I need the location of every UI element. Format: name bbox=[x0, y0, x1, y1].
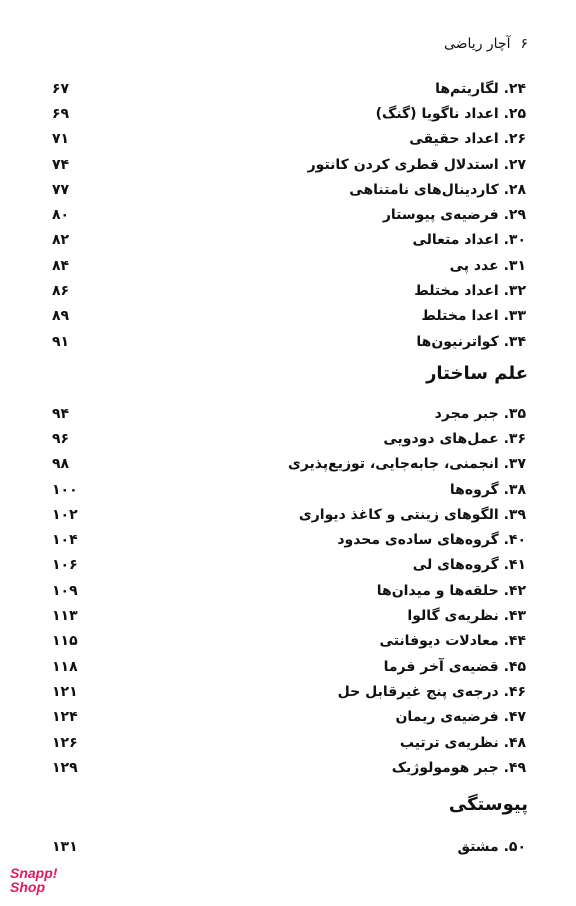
toc-entry-page: ۱۲۴ bbox=[52, 709, 78, 726]
toc-entry-page: ۸۲ bbox=[52, 232, 70, 249]
toc-list-numbers bbox=[52, 76, 526, 354]
toc-entry-title: ۲۵. اعداد ناگویا (گنگ) bbox=[375, 105, 526, 122]
toc-entry-page: ۱۰۶ bbox=[52, 557, 78, 574]
toc-entry-title: ۴۱. گروه‌های لی bbox=[412, 557, 526, 574]
logo-line-1: Snapp! bbox=[10, 865, 58, 881]
toc-entry-page: ۶۹ bbox=[52, 105, 70, 122]
toc-entry-page: ۱۱۵ bbox=[52, 633, 78, 650]
toc-entry-title: ۳۷. انجمنی، جابه‌جایی، توزیع‌پذیری bbox=[288, 456, 526, 473]
toc-entry bbox=[52, 401, 526, 426]
toc-entry-page: ۶۷ bbox=[52, 80, 70, 97]
toc-entry bbox=[52, 654, 526, 679]
header-page-number: ۶ bbox=[520, 36, 528, 52]
toc-entry bbox=[52, 228, 526, 253]
toc-entry bbox=[52, 329, 526, 354]
toc-entry-title: ۴۳. نظریه‌ی گالوا bbox=[407, 608, 526, 625]
toc-entry bbox=[52, 177, 526, 202]
header-book-title: آچار ریاضی bbox=[443, 36, 511, 52]
toc-entry-page: ۱۲۹ bbox=[52, 759, 78, 776]
toc-entry-title: ۳۵. جبر مجرد bbox=[434, 405, 526, 422]
toc-entry bbox=[52, 603, 526, 628]
toc-entry-title: ۴۷. فرضیه‌ی ریمان bbox=[395, 709, 526, 726]
toc-entry-title: ۳۸. گروه‌ها bbox=[449, 481, 526, 498]
toc-entry-page: ۷۴ bbox=[52, 156, 70, 173]
toc-entry-title: ۲۴. لگاریتم‌ها bbox=[435, 80, 526, 97]
toc-entry-page: ۸۹ bbox=[52, 308, 70, 325]
toc-entry-page: ۹۶ bbox=[52, 430, 70, 447]
toc-entry bbox=[52, 304, 526, 329]
toc-entry bbox=[52, 679, 526, 704]
toc-entry-page: ۱۰۲ bbox=[52, 506, 78, 523]
toc-entry-title: ۳۰. اعداد متعالی bbox=[412, 232, 526, 249]
toc-entry-title: ۳۶. عمل‌های دودویی bbox=[383, 430, 526, 447]
toc-entry-page: ۸۶ bbox=[52, 283, 70, 300]
toc-entry bbox=[52, 730, 526, 755]
snappshop-watermark-logo bbox=[10, 866, 57, 894]
toc-entry-title: ۳۳. اعدا مختلط bbox=[421, 308, 526, 325]
toc-entry bbox=[52, 578, 526, 603]
toc-entry bbox=[52, 127, 526, 152]
toc-entry-title: ۴۰. گروه‌های ساده‌ی محدود bbox=[337, 532, 526, 549]
toc-entry bbox=[52, 253, 526, 278]
toc-entry-title: ۲۹. فرضیه‌ی پیوستار bbox=[382, 207, 526, 224]
toc-entry bbox=[52, 477, 526, 502]
toc-entry-title: ۴۹. جبر هومولوژیک bbox=[391, 759, 526, 776]
toc-entry-page: ۹۴ bbox=[52, 405, 70, 422]
toc-entry-page: ۹۸ bbox=[52, 456, 70, 473]
toc-entry bbox=[52, 527, 526, 552]
toc-entry-page: ۱۱۳ bbox=[52, 608, 78, 625]
toc-entry-page: ۱۳۱ bbox=[52, 838, 78, 855]
section-heading-continuity: پیوستگی bbox=[448, 794, 528, 815]
toc-entry bbox=[52, 152, 526, 177]
toc-entry-page: ۷۱ bbox=[52, 131, 70, 148]
toc-entry-page: ۱۲۱ bbox=[52, 683, 78, 700]
toc-entry-title: ۲۶. اعداد حقیقی bbox=[409, 131, 526, 148]
toc-entry bbox=[52, 452, 526, 477]
toc-entry-title: ۴۸. نظریه‌ی ترتیب bbox=[399, 734, 526, 751]
toc-entry bbox=[52, 76, 526, 101]
toc-entry-page: ۱۲۶ bbox=[52, 734, 78, 751]
toc-entry bbox=[52, 426, 526, 451]
toc-entry-title: ۵۰. مشتق bbox=[457, 838, 526, 855]
toc-entry-page: ۸۴ bbox=[52, 257, 70, 274]
running-header bbox=[444, 36, 528, 52]
toc-entry bbox=[52, 834, 526, 859]
toc-entry-page: ۱۱۸ bbox=[52, 658, 78, 675]
toc-entry bbox=[52, 278, 526, 303]
toc-entry bbox=[52, 101, 526, 126]
toc-entry-title: ۲۷. استدلال قطری کردن کانتور bbox=[307, 156, 526, 173]
toc-entry-page: ۹۱ bbox=[52, 333, 70, 350]
toc-entry-title: ۴۴. معادلات دیوفانتی bbox=[379, 633, 526, 650]
toc-entry-title: ۳۱. عدد پی bbox=[449, 257, 526, 274]
toc-entry-title: ۲۸. کاردینال‌های نامتناهی bbox=[349, 181, 526, 198]
toc-list-structure bbox=[52, 401, 526, 780]
toc-entry bbox=[52, 705, 526, 730]
toc-entry bbox=[52, 502, 526, 527]
toc-entry-title: ۳۴. کواترنیون‌ها bbox=[416, 333, 526, 350]
toc-list-continuity bbox=[52, 834, 526, 859]
toc-entry-page: ۸۰ bbox=[52, 207, 70, 224]
toc-entry-page: ۷۷ bbox=[52, 181, 70, 198]
section-heading-structure: علم ساختار bbox=[426, 363, 528, 384]
toc-entry-title: ۴۵. قضیه‌ی آخر فرما bbox=[383, 658, 526, 675]
toc-entry-title: ۳۲. اعداد مختلط bbox=[414, 283, 526, 300]
toc-entry-page: ۱۰۰ bbox=[52, 481, 78, 498]
toc-entry bbox=[52, 629, 526, 654]
toc-entry bbox=[52, 202, 526, 227]
logo-line-2: Shop bbox=[10, 879, 45, 895]
toc-entry bbox=[52, 755, 526, 780]
toc-entry-title: ۳۹. الگوهای زینتی و کاغذ دیواری bbox=[298, 506, 526, 523]
toc-entry-page: ۱۰۹ bbox=[52, 582, 78, 599]
toc-entry bbox=[52, 553, 526, 578]
toc-entry-page: ۱۰۴ bbox=[52, 532, 78, 549]
toc-entry-title: ۴۶. درجه‌ی پنج غیرقابل حل bbox=[337, 683, 526, 700]
toc-entry-title: ۴۲. حلقه‌ها و میدان‌ها bbox=[376, 582, 526, 599]
